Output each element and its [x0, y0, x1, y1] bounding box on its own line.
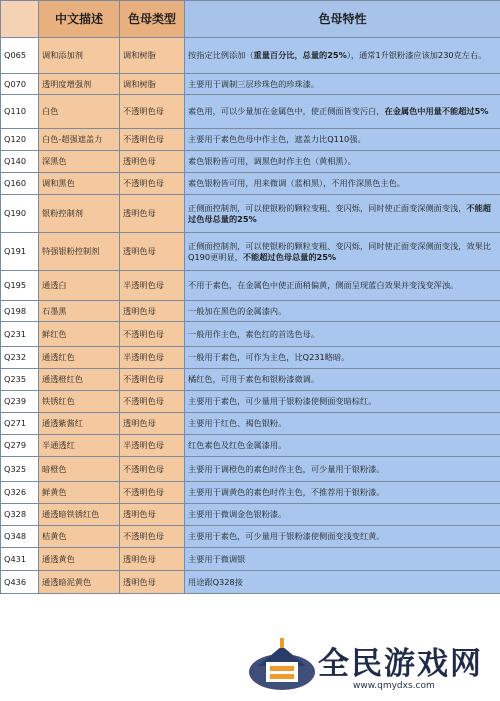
cell-code: Q271 — [1, 413, 39, 435]
cell-type: 不透明色母 — [120, 322, 185, 347]
cell-name: 调和黑色 — [39, 173, 120, 195]
table-row — [1, 195, 500, 233]
cell-type: 不透明色母 — [120, 173, 185, 195]
table-row — [1, 271, 500, 301]
cell-code: Q348 — [1, 526, 39, 548]
table-row — [1, 173, 500, 195]
header-desc: 色母特性 — [185, 1, 500, 38]
desc-segment: 一般加在黑色的金属漆内。 — [188, 305, 287, 316]
cell-code: Q279 — [1, 435, 39, 457]
cell-type: 半透明色母 — [120, 435, 185, 457]
cell-desc — [185, 457, 500, 482]
cell-name: 深黑色 — [39, 151, 120, 173]
header-type: 色母类型 — [120, 1, 185, 38]
cell-code: Q110 — [1, 95, 39, 129]
cell-name: 暗橙色 — [39, 457, 120, 482]
desc-segment: 按指定比例添加（ — [188, 50, 254, 60]
cell-type: 不透明色母 — [120, 129, 185, 151]
cell-type: 调和树脂 — [120, 38, 185, 74]
cell-code: Q160 — [1, 173, 39, 195]
desc-segment: 主要用于素色，可少量用于银粉漆使侧面变浅变红黄。 — [188, 531, 385, 541]
cell-name: 透明度增强剂 — [39, 74, 120, 95]
cell-type: 透明色母 — [120, 151, 185, 173]
table-row — [1, 413, 500, 435]
desc-segment: 素色用，可以少量加在金属色中，使正侧面皆变污白， — [188, 106, 385, 116]
cell-name: 通透黄色 — [39, 548, 120, 571]
cell-name: 特强银粉控制剂 — [39, 233, 120, 271]
desc-bold-segment: 不能超过色母总量的25% — [242, 251, 337, 262]
cell-name: 通透暗铁锈红色 — [39, 504, 120, 526]
desc-segment: 红色素色及红色金属漆用。 — [188, 440, 287, 450]
cell-name: 铁锈红色 — [39, 391, 120, 413]
watermark-name: 全民游戏网 — [318, 646, 483, 682]
cell-desc — [185, 301, 500, 322]
cell-name: 调和添加剂 — [39, 38, 120, 74]
cell-type: 不透明色母 — [120, 526, 185, 548]
cell-desc — [185, 195, 500, 233]
desc-segment: 素色银粉皆可用，用来微调（蓝相黑），不用作深黑色主色。 — [188, 178, 405, 188]
cell-code: Q239 — [1, 391, 39, 413]
cell-desc — [185, 571, 500, 594]
cell-name: 通透暗泥黄色 — [39, 571, 120, 594]
cell-desc — [185, 504, 500, 526]
cell-code: Q191 — [1, 233, 39, 271]
cell-desc — [185, 151, 500, 173]
header-name: 中文描述 — [39, 1, 120, 38]
table-row — [1, 504, 500, 526]
cell-code: Q065 — [1, 38, 39, 74]
cell-type: 半透明色母 — [120, 347, 185, 369]
cell-name: 通透橙红色 — [39, 369, 120, 391]
table-row — [1, 95, 500, 129]
cell-type: 不透明色母 — [120, 369, 185, 391]
table-row — [1, 369, 500, 391]
desc-segment: 橘红色，可用于素色和银粉漆微调。 — [188, 374, 320, 384]
cell-desc — [185, 526, 500, 548]
cell-code: Q231 — [1, 322, 39, 347]
table-header-row — [1, 1, 500, 38]
cell-type: 不透明色母 — [120, 391, 185, 413]
table-row — [1, 482, 500, 504]
cell-desc — [185, 391, 500, 413]
cell-code: Q070 — [1, 74, 39, 95]
cell-desc — [185, 435, 500, 457]
cell-code: Q326 — [1, 482, 39, 504]
table-row — [1, 526, 500, 548]
cell-code: Q235 — [1, 369, 39, 391]
cell-desc — [185, 413, 500, 435]
table-row — [1, 322, 500, 347]
cell-code: Q120 — [1, 129, 39, 151]
cell-code: Q328 — [1, 504, 39, 526]
desc-segment: 主要用于素色色母中作主色，遮盖力比Q110强。 — [188, 134, 366, 144]
desc-bold-segment: 在金属色中用量不能超过5% — [384, 106, 489, 116]
desc-segment: 主要用于微调金色银粉漆。 — [188, 509, 287, 519]
cell-desc — [185, 548, 500, 571]
cell-desc — [185, 173, 500, 195]
table-row — [1, 129, 500, 151]
cell-type: 透明色母 — [120, 548, 185, 571]
cell-type: 透明色母 — [120, 233, 185, 271]
desc-segment: 用途跟Q328接 — [188, 576, 243, 587]
cell-name: 通透白 — [39, 271, 120, 301]
desc-segment: 正侧面控制剂，可以使银粉的颗粒变粗、变闪烁，同时使正面变深侧面变浅，效果比Q190更明显， — [188, 240, 491, 262]
cell-type: 透明色母 — [120, 504, 185, 526]
desc-segment: 主要用于红色、褐色银粉。 — [188, 418, 287, 428]
cell-desc — [185, 129, 500, 151]
cell-type: 透明色母 — [120, 301, 185, 322]
desc-segment: 一般用作主色，素色红的首选色母。 — [188, 328, 320, 339]
desc-segment: 主要用于微调银 — [188, 553, 246, 564]
cell-desc — [185, 322, 500, 347]
desc-segment: 素色银粉皆可用，调黑色时作主色（黄相黑）。 — [188, 156, 356, 166]
table-row — [1, 548, 500, 571]
cell-type: 调和树脂 — [120, 74, 185, 95]
cell-type: 不透明色母 — [120, 457, 185, 482]
cell-type: 半透明色母 — [120, 271, 185, 301]
desc-segment: 一般用于素色，可作为主色，比Q231略暗。 — [188, 352, 350, 362]
desc-segment: ），通常1升银粉漆应该加230克左右。 — [346, 50, 487, 60]
cell-name: 银粉控制剂 — [39, 195, 120, 233]
cell-desc — [185, 95, 500, 129]
cell-name: 通透红色 — [39, 347, 120, 369]
desc-segment: 主要用于调橙色的素色时作主色，可少量用于银粉漆。 — [188, 463, 385, 474]
cell-name: 鲜黄色 — [39, 482, 120, 504]
table-row — [1, 74, 500, 95]
cell-code: Q140 — [1, 151, 39, 173]
cell-desc — [185, 347, 500, 369]
table-row — [1, 435, 500, 457]
table-row — [1, 38, 500, 74]
table-row — [1, 391, 500, 413]
cell-name: 石墨黑 — [39, 301, 120, 322]
cell-name: 鲜红色 — [39, 322, 120, 347]
header-code — [1, 1, 39, 38]
cell-code: Q325 — [1, 457, 39, 482]
cell-type: 透明色母 — [120, 195, 185, 233]
cell-name: 白色 — [39, 95, 120, 129]
desc-segment: 正侧面控制剂，可以使银粉的颗粒变粗、变闪烁，同时使正面变深侧面变浅， — [188, 202, 467, 213]
watermark-url: www.qmydxs.com — [353, 681, 435, 691]
table-row — [1, 457, 500, 482]
cell-code: Q198 — [1, 301, 39, 322]
watermark-logo-icon — [246, 632, 318, 694]
cell-name: 白色-超强遮盖力 — [39, 129, 120, 151]
cell-type: 不透明色母 — [120, 95, 185, 129]
desc-bold-segment: 不能超过色母总量的25% — [188, 202, 491, 224]
cell-desc — [185, 369, 500, 391]
cell-code: Q195 — [1, 271, 39, 301]
desc-segment: 主要用于调黄色的素色时作主色，不推荐用于银粉漆。 — [188, 487, 385, 497]
desc-segment: 不用于素色，在金属色中使正面稍偏黄，侧面呈现蓝白效果并变浅变浑浊。 — [188, 280, 459, 290]
table-body — [1, 38, 500, 594]
cell-name: 通透紫酱红 — [39, 413, 120, 435]
cell-code: Q431 — [1, 548, 39, 571]
cell-type: 透明色母 — [120, 413, 185, 435]
table-row — [1, 347, 500, 369]
cell-name: 桔黄色 — [39, 526, 120, 548]
cell-code: Q436 — [1, 571, 39, 594]
cell-desc — [185, 38, 500, 74]
table-row — [1, 301, 500, 322]
cell-code: Q232 — [1, 347, 39, 369]
table-row — [1, 233, 500, 271]
cell-type: 透明色母 — [120, 571, 185, 594]
desc-segment: 主要用于调制三层珍珠色的珍珠漆。 — [188, 78, 320, 89]
cell-desc — [185, 74, 500, 95]
cell-type: 不透明色母 — [120, 482, 185, 504]
cell-desc — [185, 482, 500, 504]
cell-desc — [185, 271, 500, 301]
cell-name: 半通透红 — [39, 435, 120, 457]
cell-desc — [185, 233, 500, 271]
table-row — [1, 571, 500, 594]
table-row — [1, 151, 500, 173]
cell-code: Q190 — [1, 195, 39, 233]
desc-bold-segment: 重量百分比，总量的25% — [253, 50, 347, 60]
desc-segment: 主要用于素色，可少量用于银粉漆使侧面变暗棕红。 — [188, 396, 377, 406]
